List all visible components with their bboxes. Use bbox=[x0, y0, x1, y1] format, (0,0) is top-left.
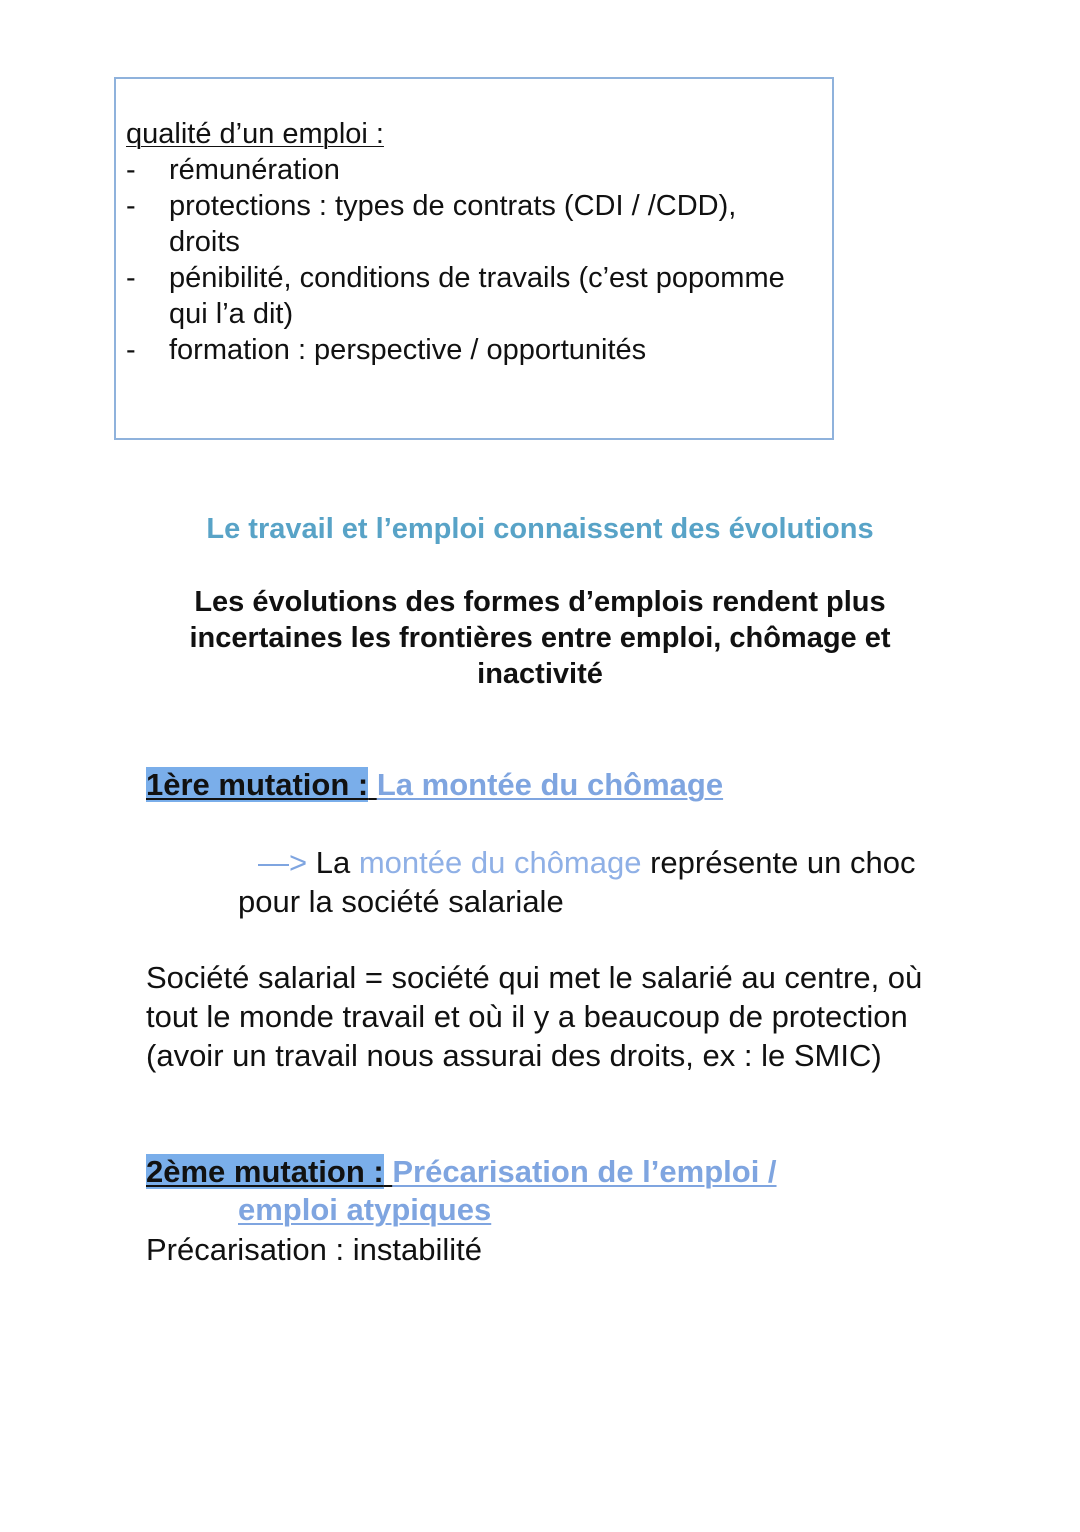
arrow-paragraph bbox=[238, 843, 938, 921]
mutation-2-title-line2: emploi atypiques bbox=[238, 1192, 492, 1227]
list-item bbox=[126, 260, 806, 332]
mutation-1-label: 1ère mutation : bbox=[146, 767, 369, 802]
arrow-text-before: La bbox=[315, 845, 351, 880]
arrow-icon: —> bbox=[258, 845, 308, 880]
mutation-2-title-cont bbox=[238, 1191, 491, 1229]
list-item-text: rémunération bbox=[169, 154, 340, 186]
mutation-2-label: 2ème mutation : bbox=[146, 1154, 384, 1189]
list-item bbox=[126, 332, 806, 368]
list-item bbox=[126, 152, 806, 188]
bullet-dash: - bbox=[126, 262, 136, 294]
mutation-2-heading bbox=[146, 1153, 777, 1191]
precarisation-paragraph: Précarisation : instabilité bbox=[146, 1232, 482, 1267]
bullet-dash: - bbox=[126, 190, 136, 222]
quality-list bbox=[126, 152, 806, 368]
list-item-text: protections : types de contrats (CDI / /CDD), droits bbox=[169, 190, 737, 258]
list-item bbox=[126, 188, 806, 260]
section-title: Le travail et l’emploi connaissent des évolutions bbox=[206, 513, 874, 545]
list-item-text: pénibilité, conditions de travails (c’est popomme qui l’a dit) bbox=[169, 262, 785, 330]
mutation-2-title-line1: Précarisation de l’emploi / bbox=[392, 1154, 777, 1189]
list-item-text: formation : perspective / opportunités bbox=[169, 334, 647, 366]
arrow-text-after: représente un choc pour la société salariale bbox=[238, 845, 916, 919]
sub-title: Les évolutions des formes d’emplois rendent plus incertaines les frontières entre emploi, chômage et inactivité bbox=[189, 586, 891, 690]
bullet-dash: - bbox=[126, 154, 136, 186]
box-title: qualité d’un emploi : bbox=[126, 118, 384, 150]
mutation-1-gap bbox=[368, 767, 377, 802]
bullet-dash: - bbox=[126, 334, 136, 366]
mutation-1-title: La montée du chômage bbox=[376, 767, 724, 802]
definition-paragraph: Société salarial = société qui met le salarié au centre, où tout le monde travail et où il y a beaucoup de protection (avoir un travail nous assurai des droits, ex : le SMIC) bbox=[146, 960, 923, 1073]
arrow-text-highlight: montée du chômage bbox=[358, 845, 642, 880]
mutation-1-heading bbox=[146, 766, 723, 804]
